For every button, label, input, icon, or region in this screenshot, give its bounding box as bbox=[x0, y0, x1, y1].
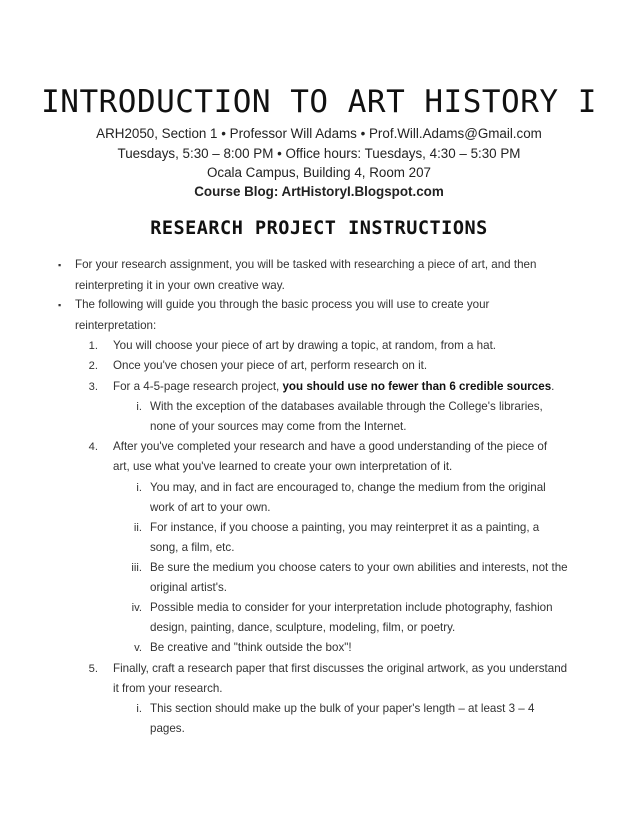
substep-text: This section should make up the bulk of your paper's length – at least 3 – 4 bbox=[150, 702, 535, 715]
step-text: After you've completed your research and have a good understanding of the piece of bbox=[113, 440, 548, 453]
substep-text: You may, and in fact are encouraged to, change the medium from the original bbox=[150, 481, 546, 494]
step-number: 4. bbox=[88, 441, 98, 453]
section-title: RESEARCH PROJECT INSTRUCTIONS bbox=[150, 218, 488, 239]
substep-text: song, a film, etc. bbox=[150, 541, 235, 554]
substep-numeral: iv. bbox=[131, 602, 142, 614]
substep-text: work of art to your own. bbox=[150, 501, 271, 514]
substep-text: With the exception of the databases available through the College's libraries, bbox=[150, 400, 543, 413]
schedule-line: Tuesdays, 5:30 – 8:00 PM • Office hours: Tuesdays, 4:30 – 5:30 PM bbox=[117, 146, 521, 161]
substep-numeral: v. bbox=[134, 642, 142, 654]
substep-numeral: i. bbox=[136, 703, 142, 715]
step-text: art, use what you've learned to create your own interpretation of it. bbox=[113, 460, 453, 473]
step-text: Finally, craft a research paper that first discusses the original artwork, as you understand bbox=[113, 662, 568, 675]
substep-text: design, painting, dance, sculpture, modeling, film, or poetry. bbox=[150, 621, 456, 634]
step-text: You will choose your piece of art by drawing a topic, at random, from a hat. bbox=[113, 339, 497, 352]
bullet-text: reinterpretation: bbox=[75, 319, 157, 332]
step-text: it from your research. bbox=[113, 682, 223, 695]
substep-text: Be creative and "think outside the box"! bbox=[150, 641, 352, 654]
bullet-text: The following will guide you through the basic process you will use to create your bbox=[75, 298, 490, 311]
location-line: Ocala Campus, Building 4, Room 207 bbox=[206, 165, 432, 180]
substep-text: Be sure the medium you choose caters to your own abilities and interests, not the bbox=[150, 561, 568, 574]
step-text: For a 4-5-page research project, you should use no fewer than 6 credible sources. bbox=[113, 380, 555, 393]
bullet-marker: ▪ bbox=[58, 300, 62, 310]
bullet-text: reinterpreting it in your own creative way. bbox=[75, 279, 285, 292]
step-number: 2. bbox=[88, 360, 98, 372]
course-title: INTRODUCTION TO ART HISTORY I bbox=[41, 84, 597, 120]
substep-numeral: ii. bbox=[133, 522, 142, 534]
substep-text: Possible media to consider for your interpretation include photography, fashion bbox=[150, 601, 553, 614]
bullet-text: For your research assignment, you will be tasked with researching a piece of art, and then bbox=[75, 258, 537, 271]
step-number: 1. bbox=[88, 340, 98, 352]
step-text: Once you've chosen your piece of art, perform research on it. bbox=[113, 359, 428, 372]
substep-text: For instance, if you choose a painting, you may reinterpret it as a painting, a bbox=[150, 521, 540, 534]
substep-text: none of your sources may come from the Internet. bbox=[150, 420, 407, 433]
substep-numeral: i. bbox=[136, 482, 142, 494]
step-number: 5. bbox=[88, 663, 98, 675]
course-blog-line: Course Blog: ArtHistoryI.Blogspot.com bbox=[194, 184, 444, 199]
substep-numeral: i. bbox=[136, 401, 142, 413]
step-number: 3. bbox=[88, 381, 98, 393]
bullet-marker: ▪ bbox=[58, 260, 62, 270]
substep-text: original artist's. bbox=[150, 581, 227, 594]
course-info-line: ARH2050, Section 1 • Professor Will Adams • Prof.Will.Adams@Gmail.com bbox=[96, 126, 542, 141]
substep-numeral: iii. bbox=[131, 562, 142, 574]
substep-text: pages. bbox=[150, 722, 185, 735]
emphasis-text: you should use no fewer than 6 credible sources bbox=[282, 380, 552, 393]
